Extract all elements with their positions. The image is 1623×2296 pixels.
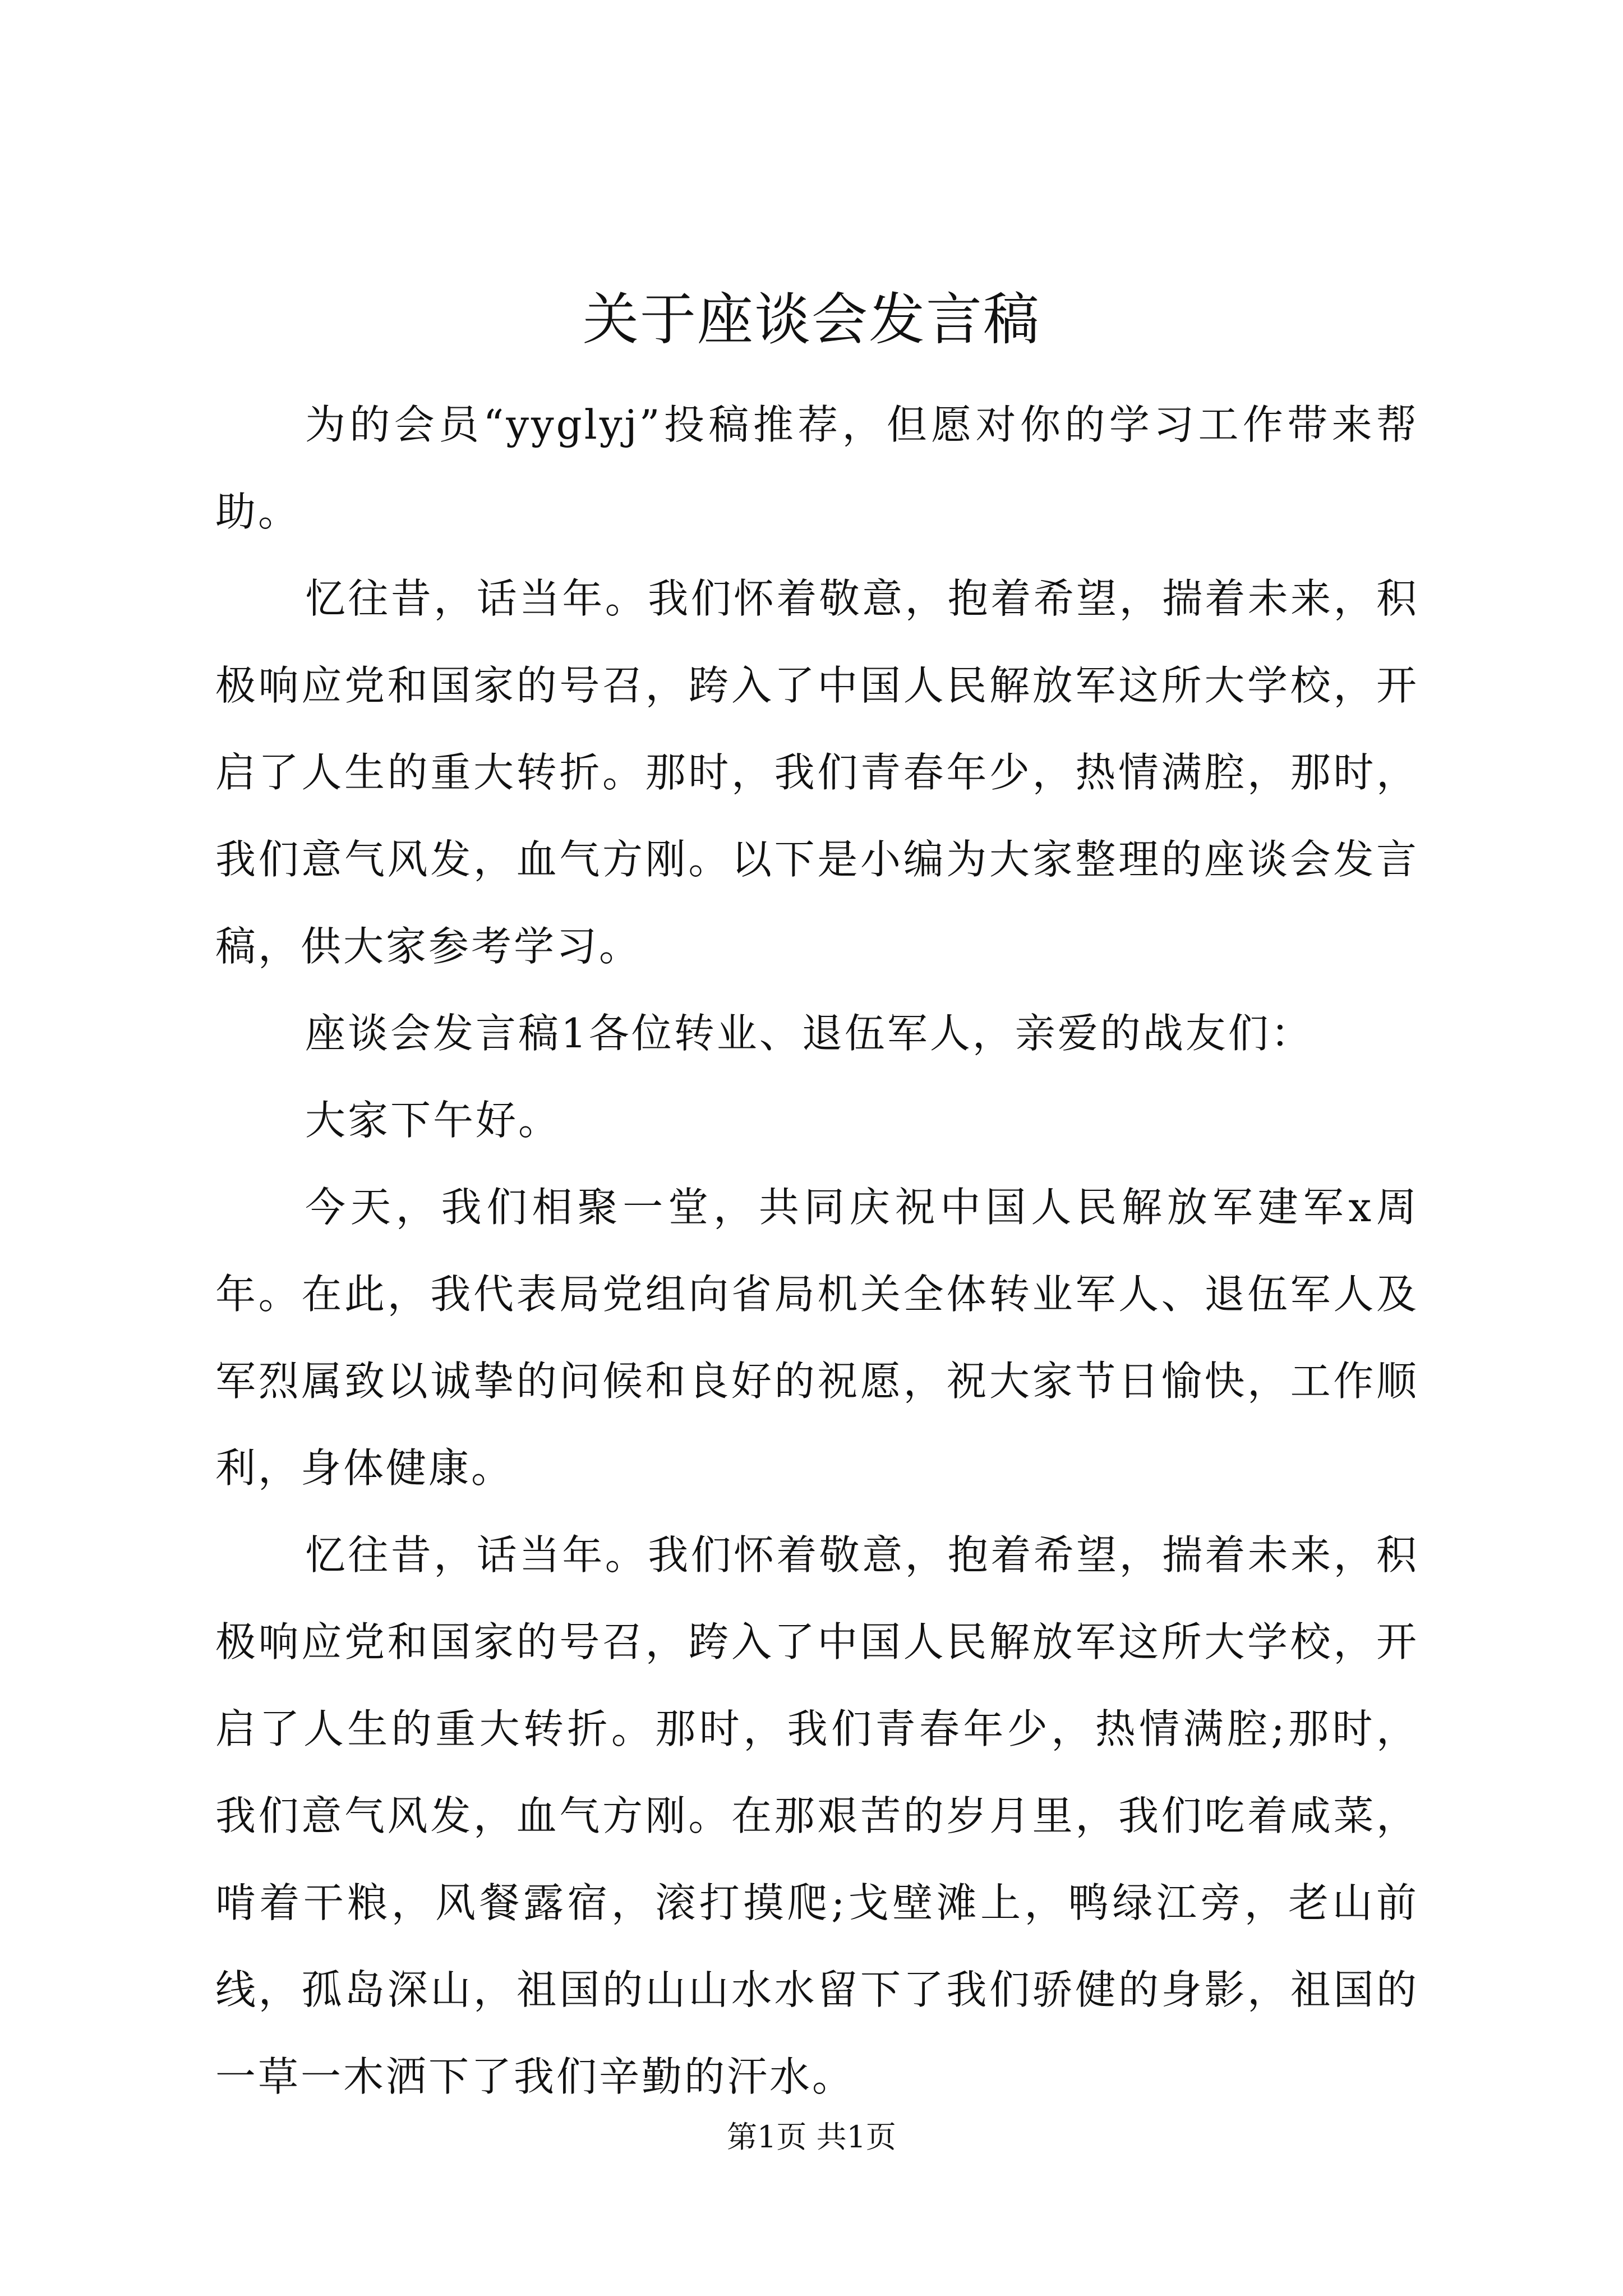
paragraph-memories: 忆往昔，话当年。我们怀着敬意，抱着希望，揣着未来，积极响应党和国家的号召，跨入了中国人民解放军这所大学校，开启了人生的重大转折。那时，我们青春年少，热情满腔;那时，我们意气风发，血气方刚。在那艰苦的岁月里，我们吃着咸菜，啃着干粮，风餐露宿，滚打摸爬;戈壁滩上，鸭绿江旁，老山前线，孤岛深山，祖国的山山水水留下了我们骄健的身影，祖国的一草一木洒下了我们辛勤的汗水。 <box>215 1531 1419 2100</box>
paragraph-recollection: 忆往昔，话当年。我们怀着敬意，抱着希望，揣着未来，积极响应党和国家的号召，跨入了中国人民解放军这所大学校，开启了人生的重大转折。那时，我们青春年少，热情满腔，那时，我们意气风发，血气方刚。以下是小编为大家整理的座谈会发言稿，供大家参考学习。 <box>215 575 1419 970</box>
paragraph-intro: 为的会员“yyglyj”投稿推荐，但愿对你的学习工作带来帮助。 <box>215 401 1419 535</box>
document-title: 关于座谈会发言稿 <box>583 287 1040 352</box>
document-body <box>215 381 1419 2120</box>
page-footer: 第1页 共1页 <box>727 2119 896 2155</box>
paragraph-greeting: 大家下午好。 <box>305 1097 561 1144</box>
paragraph-salutation: 座谈会发言稿1各位转业、退伍军人，亲爱的战友们： <box>305 1010 1313 1057</box>
paragraph-celebration: 今天，我们相聚一堂，共同庆祝中国人民解放军建军x周年。在此，我代表局党组向省局机关全体转业军人、退伍军人及军烈属致以诚挚的问候和良好的祝愿，祝大家节日愉快，工作顺利，身体健康。 <box>215 1184 1419 1492</box>
